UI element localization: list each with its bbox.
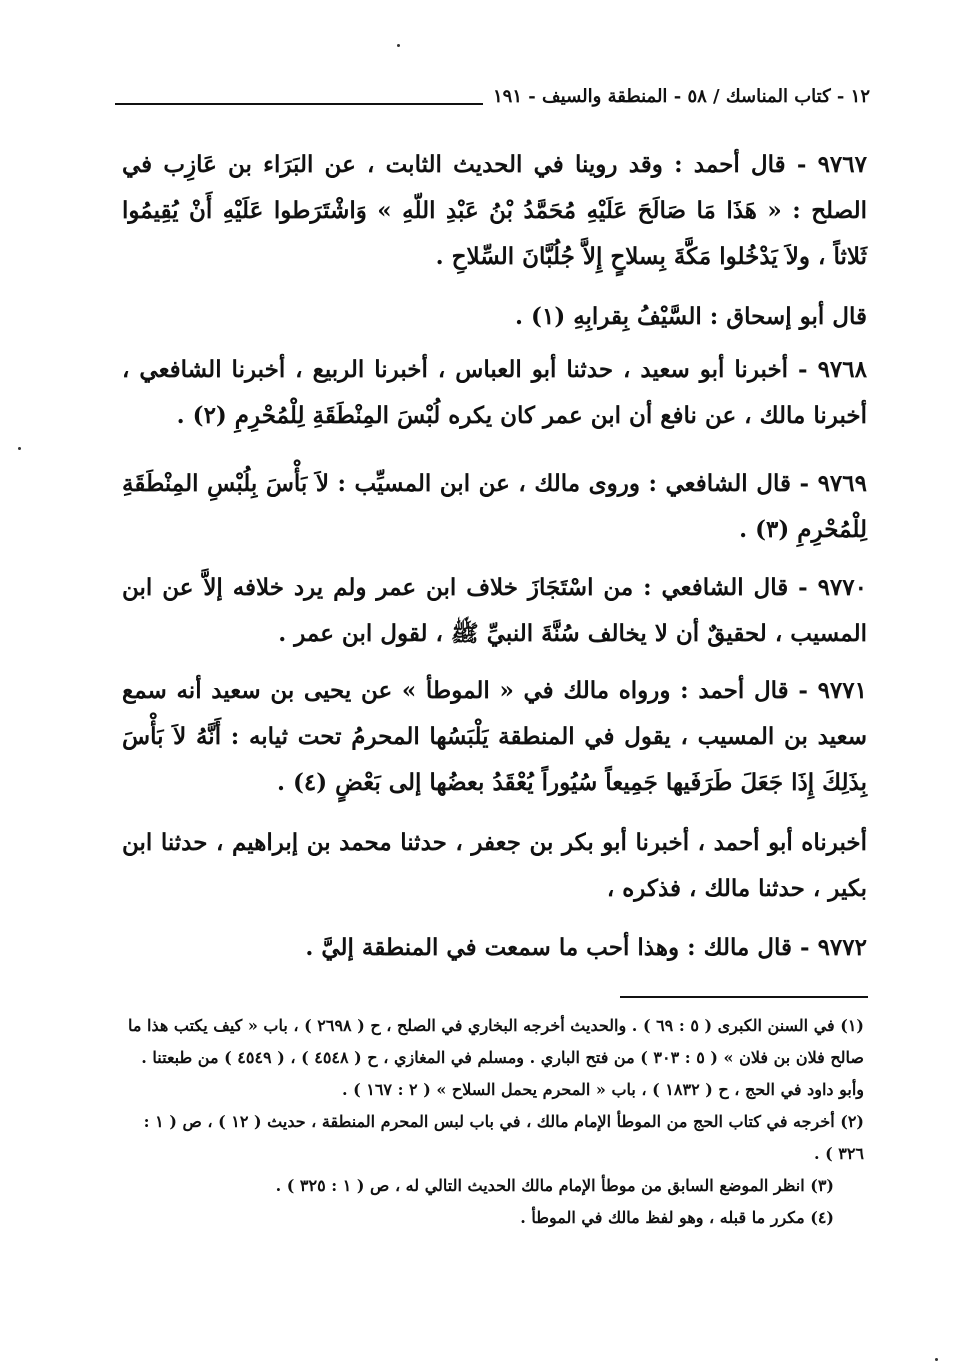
footnote-4: (٤) مكرر ما قبله ، وهو لفظ مالك في الموطأ . xyxy=(520,1208,834,1227)
scan-speck xyxy=(18,447,21,450)
scan-speck xyxy=(397,44,400,47)
hadith-9770: ٩٧٧٠ - قال الشافعي : من اسْتَجَازَ خلاف ابن عمر ولم يرد خلافه إلاَّ عن ابن المسيب ، لحقيقٌ أن لا يخالف سُنَّةَ النبيِّ ﷺ ، لقول ابن عمر . xyxy=(122,574,867,647)
hadith-9767: ٩٧٦٧ - قال أحمد : وقد روينا في الحديث الثابت ، عن البَرَاء بن عَازِب في الصلح : « هَذَا مَا صَالَحَ عَلَيْهِ مُحَمَّدُ بْنُ عَبْدِ اللّهِ » وَاشْتَرَطوا عَلَيْهِ أَنْ يُقِيمُوا ثَلاثاً ، ولاَ يَدْخُلوا مَكَّةَ بِسلاحٍ إِلاَّ جُلُبَّانَ السِّلاحِ . xyxy=(122,151,867,270)
running-title: ١٢ - كتاب المناسك / ٥٨ - المنطقة والسيف - ١٩١ xyxy=(483,86,870,107)
footnotes xyxy=(120,1010,870,1234)
header-rule xyxy=(115,103,510,105)
footnote-2: (٢) أخرجه في كتاب الحج من الموطأ الإمام مالك ، في باب لبس المحرم المنطقة ، حديث ( ١٢ ) ، ص ( ١ : ٣٢٦ ) . xyxy=(143,1112,864,1163)
footnote-3: (٣) انظر الموضع السابق من موطأ الإمام مالك الحديث التالي له ، ص ( ١ : ٣٢٥ ) . xyxy=(275,1176,834,1195)
hadith-9769: ٩٧٦٩ - قال الشافعي : وروى مالك ، عن ابن المسيِّب : لاَ بَأْسَ بِلُبْسِ المِنْطَقَةِ لِلْمُحْرِمِ (٣) . xyxy=(122,470,867,543)
footnote-separator xyxy=(620,996,868,998)
hadith-9771: ٩٧٧١ - قال أحمد : ورواه مالك في « الموطأ » عن يحيى بن سعيد أنه سمع سعيد بن المسيب ، يقول في المنطقة يَلْبَسُها المحرمُ تحت ثيابه : أَنَّهُ لاَ بَأْسَ بِذَلِكَ إِذَا جَعَلَ طَرَفَيها جَمِيعاً سُيُوراً يُعْقَدُ بعضُها إلى بَعْضٍ (٤) . xyxy=(122,677,867,796)
scan-speck xyxy=(935,1358,938,1361)
hadith-9772: ٩٧٧٢ - قال مالك : وهذا أحب ما سمعت في المنطقة إليَّ . xyxy=(305,934,867,961)
page-header xyxy=(115,86,870,116)
footnote-1: (١) في السنن الكبرى ( ٥ : ٦٩ ) . والحديث أخرجه البخاري في الصلح ، ح ( ٢٦٩٨ ) ، باب « كيف يكتب هذا ما صالح فلان بن فلان » ( ٥ : ٣٠٣ ) من فتح الباري . ومسلم في المغازي ، ح ( ٤٥٤٨ ) ، ( ٤٥٤٩ ) من طبعتنا . وأبو داود في الحج ، ح ( ١٨٣٢ ) ، باب « المحرم يحمل السلاح » ( ٢ : ١٦٧ ) . xyxy=(128,1016,864,1099)
isnad-paragraph: أخبرناه أبو أحمد ، أخبرنا أبو بكر بن جعفر ، حدثنا محمد بن إبراهيم ، حدثنا ابن بكير ، حدثنا مالك ، فذكره ، xyxy=(122,829,867,902)
hadith-9768: ٩٧٦٨ - أخبرنا أبو سعيد ، حدثنا أبو العباس ، أخبرنا الربيع ، أخبرنا الشافعي ، أخبرنا مالك ، عن نافع أن ابن عمر كان يكره لُبْسَ المِنْطَقَةِ لِلْمُحْرِمِ (٢) . xyxy=(122,356,867,429)
abu-ishaq-comment: قال أبو إسحاق : السَّيْفُ بِقرابِهِ (١) . xyxy=(515,303,867,330)
